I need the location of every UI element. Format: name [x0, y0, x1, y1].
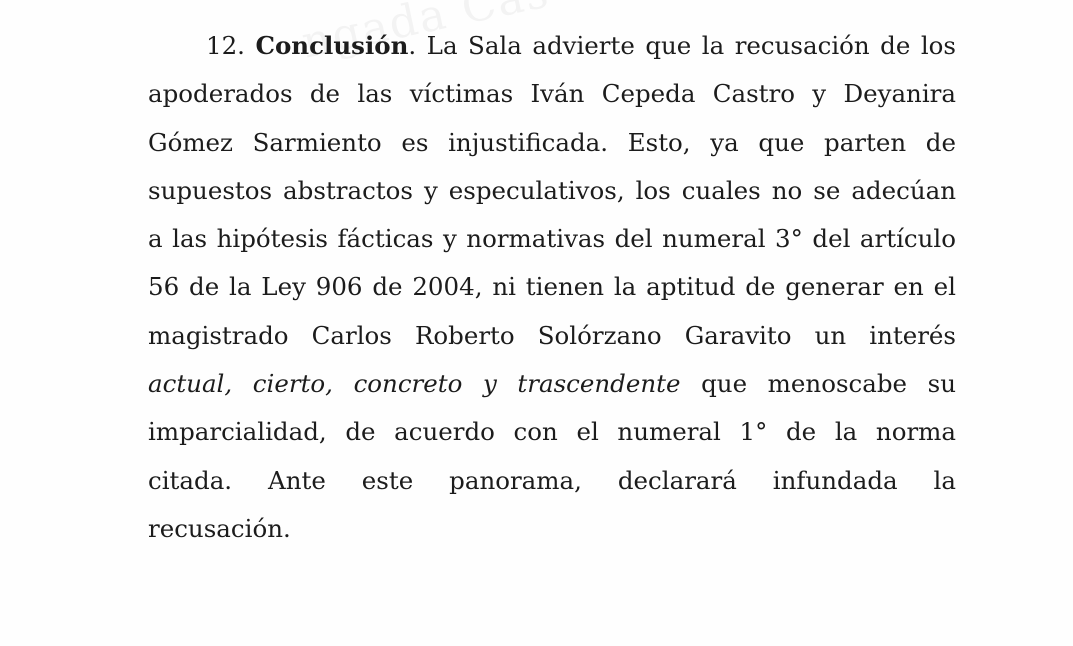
paragraph-line — [148, 360, 956, 408]
line-text: que menoscabe su — [680, 369, 956, 399]
paragraph-line — [148, 263, 956, 311]
emphasis-text: actual, cierto, concreto y trascendente — [148, 369, 681, 399]
line-text: a las hipótesis fácticas y normativas del numeral 3° del artículo — [148, 224, 956, 254]
paragraph-line — [148, 215, 956, 263]
paragraph-line — [148, 505, 956, 553]
line-text: apoderados de las víctimas Iván Cepeda Castro y Deyanira — [148, 79, 956, 109]
section-heading: Conclusión — [255, 31, 409, 60]
line-text: imparcialidad, de acuerdo con el numeral 1° de la norma — [148, 417, 956, 447]
line-text: 56 de la Ley 906 de 2004, ni tienen la aptitud de generar en el — [148, 272, 956, 302]
paragraph-line — [148, 119, 956, 167]
line-text: recusación. — [148, 513, 291, 543]
line-text: magistrado Carlos Roberto Solórzano Garavito un interés — [148, 320, 956, 350]
paragraph-line — [148, 457, 956, 505]
document-page — [148, 22, 956, 553]
paragraph-line — [148, 22, 956, 70]
line-text: . La Sala advierte que la recusación de los — [408, 31, 956, 60]
paragraph-line — [148, 167, 956, 215]
line-text: citada. Ante este panorama, declarará infundada la — [148, 465, 956, 495]
paragraph-line — [148, 408, 956, 456]
line-text: supuestos abstractos y especulativos, los cuales no se adecúan — [148, 175, 956, 205]
paragraph-line — [148, 312, 956, 360]
line-text: Gómez Sarmiento es injustificada. Esto, ya que parten de — [148, 127, 956, 157]
line-text: 12. — [206, 31, 256, 60]
conclusion-paragraph — [148, 22, 956, 553]
paragraph-line — [148, 70, 956, 118]
